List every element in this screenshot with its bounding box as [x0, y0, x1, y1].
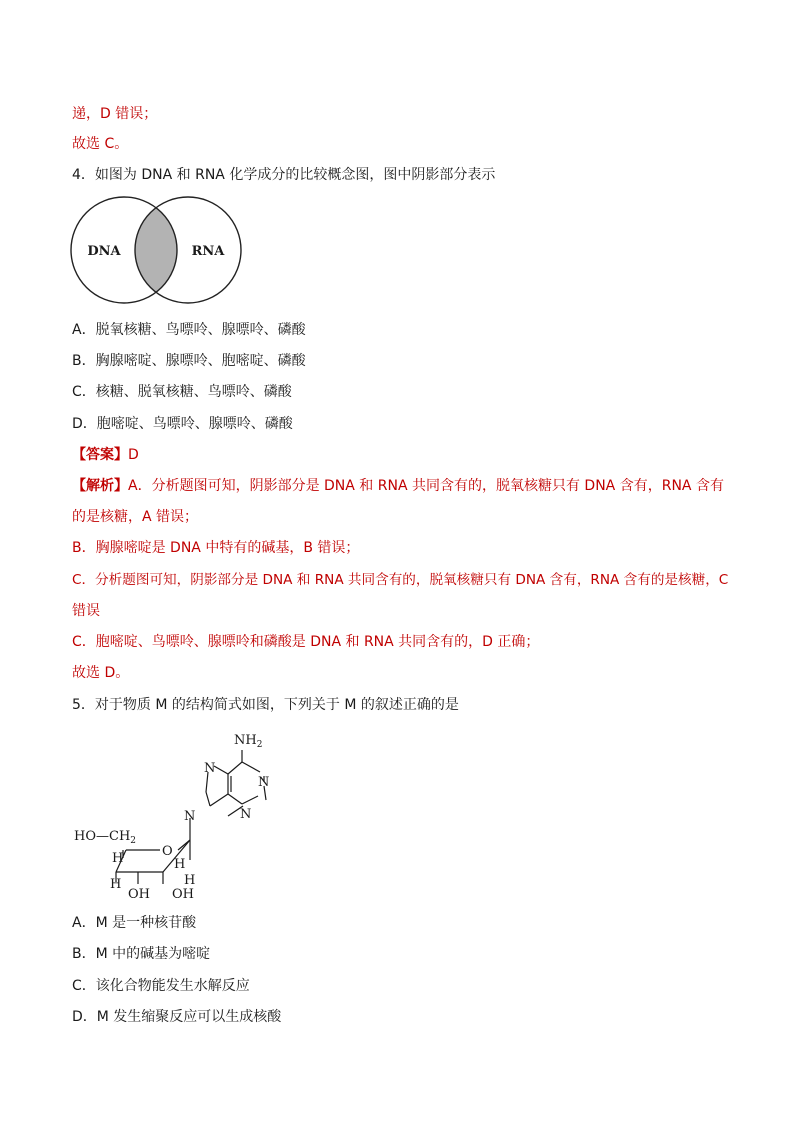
h-label-1: H — [112, 851, 124, 866]
q4-analysis-line-2: 的是核糖，A 错误； — [72, 509, 199, 525]
ho-ch2-label: $HO—CH_2$ — [74, 829, 137, 846]
q4-option-d: D．胞嘧啶、鸟嘌呤、腺嘌呤、磷酸 — [72, 416, 293, 432]
q4-analysis-line-6: C．胞嘧啶、鸟嘌呤、腺嘌呤和磷酸是 DNA 和 RNA 共同含有的，D 正确； — [72, 634, 540, 650]
q4-analysis-line-7: 故选 D。 — [72, 665, 130, 681]
q4-option-c: C．核糖、脱氧核糖、鸟嘌呤、磷酸 — [72, 384, 292, 400]
q4-option-b: B．胸腺嘧啶、腺嘌呤、胞嘧啶、磷酸 — [72, 353, 306, 369]
h-label-4: H — [184, 873, 196, 888]
q5-option-a: A．M 是一种核苷酸 — [72, 915, 197, 931]
answer-value: D — [128, 447, 139, 463]
q4-analysis-line-4: C．分析题图可知，阴影部分是 DNA 和 RNA 共同含有的，脱氧核糖只有 DNA 含有，RNA 含有的是核糖，C — [72, 572, 729, 588]
q4-stem: 4．如图为 DNA 和 RNA 化学成分的比较概念图，图中阴影部分表示 — [72, 167, 496, 183]
structure-diagram — [68, 722, 298, 904]
q5-option-b: B．M 中的碱基为嘧啶 — [72, 946, 211, 962]
h-label-3: H — [110, 877, 122, 892]
venn-diagram — [68, 194, 244, 308]
oh-label-2: OH — [172, 887, 194, 902]
ring-oxygen-label: O — [162, 844, 173, 859]
h-label-2: H — [174, 857, 186, 872]
venn-label-rna: RNA — [191, 244, 225, 259]
q5-option-d: D．M 发生缩聚反应可以生成核酸 — [72, 1009, 282, 1025]
analysis-tag: 【解析】 — [72, 478, 128, 494]
prev-conclusion: 故选 C。 — [72, 136, 129, 152]
q5-option-c: C．该化合物能发生水解反应 — [72, 978, 250, 994]
n-label-2: N — [240, 807, 252, 822]
q5-stem: 5．对于物质 M 的结构简式如图，下列关于 M 的叙述正确的是 — [72, 697, 459, 713]
n-label-4: N — [184, 809, 196, 824]
q4-analysis-line-3: B．胸腺嘧啶是 DNA 中特有的碱基，B 错误； — [72, 540, 360, 556]
q4-option-a: A．脱氧核糖、鸟嘌呤、腺嘌呤、磷酸 — [72, 322, 306, 338]
answer-tag: 【答案】 — [72, 447, 128, 463]
n-label-1: N — [258, 775, 270, 790]
prev-answer-tail: 递，D 错误； — [72, 106, 158, 122]
nh2-label: $NH_2$ — [234, 733, 263, 750]
n-label-3: N — [204, 761, 216, 776]
analysis-text: A．分析题图可知，阴影部分是 DNA 和 RNA 共同含有的，脱氧核糖只有 DNA 含有，RNA 含有 — [128, 478, 724, 494]
q4-analysis-line-5: 错误 — [72, 603, 100, 619]
q4-analysis-line-1 — [72, 476, 724, 496]
oh-label-1: OH — [128, 887, 150, 902]
venn-label-dna: DNA — [87, 244, 121, 259]
q4-answer — [72, 445, 139, 465]
